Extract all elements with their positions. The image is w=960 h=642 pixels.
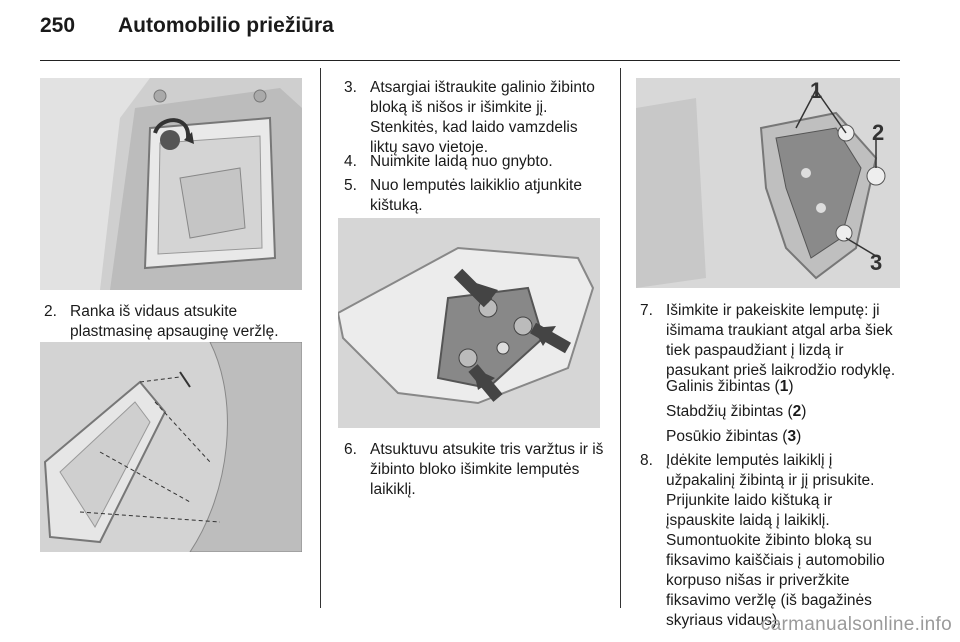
- step-text: Ranka iš vidaus atsukite plastmasinę apsauginę veržlę.: [70, 303, 279, 340]
- step-5: [344, 176, 609, 216]
- step-text: Įdėkite lemputės laikiklį į užpakalinį žibintą ir jį prisukite. Prijunkite laido kištuką ir įspauskite laidą į laikiklį. Sumontuokite žibinto bloką su fiksavimo kaiščiais į automobilio korpuso nišas ir priveržkite fiksavimo veržlę (iš bagažinės skyriaus vidaus).: [666, 452, 885, 629]
- page-header: [40, 14, 334, 54]
- figure-lamp-bulbs-numbered: [636, 78, 900, 288]
- callout-3: 3: [870, 250, 883, 275]
- lamp-turn: Posūkio žibintas (3): [666, 428, 802, 445]
- step-3: [344, 78, 609, 158]
- callout-1: 1: [810, 78, 823, 103]
- step-7: [640, 301, 902, 381]
- figure-bulb-holder-screws: [338, 218, 600, 428]
- lamp-tail: Galinis žibintas (1): [666, 378, 794, 395]
- step-number: 6.: [344, 441, 357, 458]
- step-text: Nuo lemputės laikiklio atjunkite kištuką.: [370, 177, 582, 214]
- step-number: 2.: [44, 303, 57, 320]
- figure-lamp-removal: [40, 342, 302, 552]
- lamp-turn-number: 3: [787, 428, 797, 445]
- watermark: carmanualsonline.info: [760, 614, 952, 635]
- step-4: [344, 152, 609, 172]
- step-number: 7.: [640, 302, 653, 319]
- column-divider-1: [320, 68, 321, 608]
- step-number: 3.: [344, 79, 357, 96]
- lamp-brake-number: 2: [792, 403, 802, 420]
- step-number: 4.: [344, 153, 357, 170]
- step-number: 8.: [640, 452, 653, 469]
- step-text: Išimkite ir pakeiskite lemputę: ji išimama traukiant atgal arba šiek tiek paspaudžiant į lizdą ir pasukant prieš laikrodžio rodyklę.: [666, 302, 896, 379]
- figure-rear-panel-nut: [40, 78, 302, 290]
- column-divider-2: [620, 68, 621, 608]
- lamp-tail-number: 1: [779, 378, 789, 395]
- page-number: 250: [40, 14, 76, 37]
- step-number: 5.: [344, 177, 357, 194]
- step-text: Nuimkite laidą nuo gnybto.: [370, 153, 553, 170]
- header-rule: [40, 60, 900, 61]
- step-text: Atsuktuvu atsukite tris varžtus ir iš žibinto bloko išimkite lemputės laikiklį.: [370, 441, 604, 498]
- step-text: Atsargiai ištraukite galinio žibinto bloką iš nišos ir išimkite jį. Stenkitės, kad laido vamzdelis liktų savo vietoje.: [370, 79, 595, 156]
- callout-2: 2: [872, 120, 885, 145]
- lamp-brake: Stabdžių žibintas (2): [666, 403, 807, 420]
- page-title: Automobilio priežiūra: [118, 14, 334, 37]
- step-2: [44, 302, 312, 342]
- step-6: [344, 440, 609, 500]
- step-8: [640, 451, 902, 631]
